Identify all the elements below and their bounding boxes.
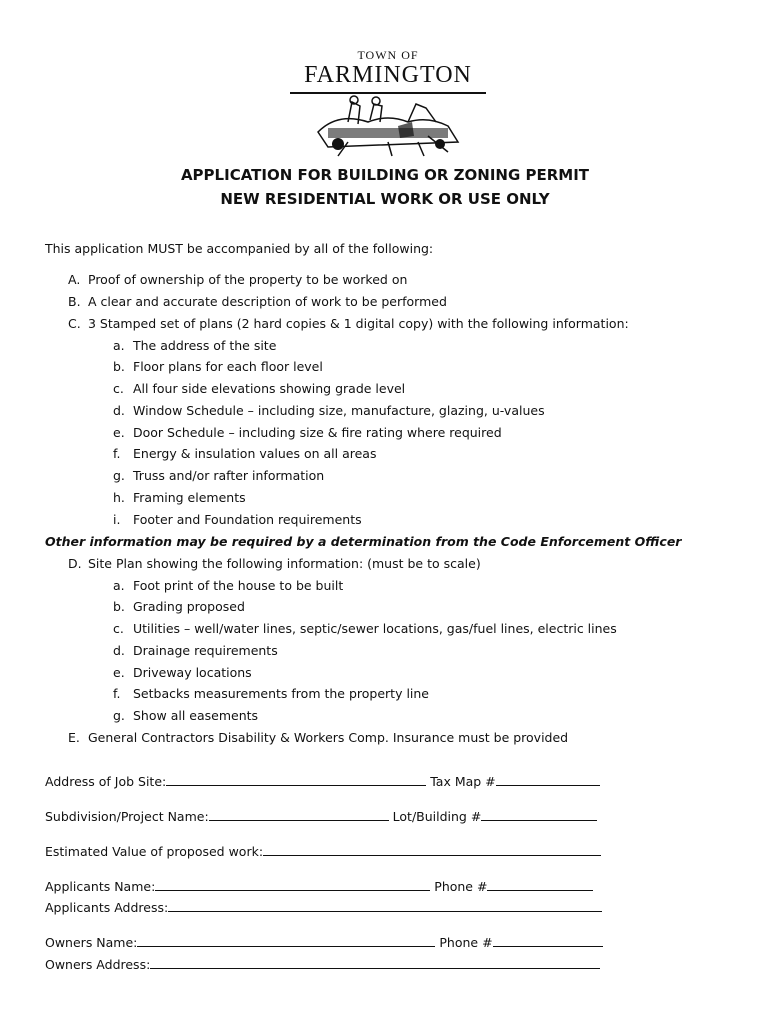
list-item-d bbox=[68, 556, 481, 571]
list-item-b bbox=[68, 294, 447, 309]
list-text: A clear and accurate description of work to be performed bbox=[88, 294, 447, 309]
applicant-address-row bbox=[45, 899, 602, 915]
list-text: Site Plan showing the following information: (must be to scale) bbox=[88, 556, 481, 571]
list-marker: C. bbox=[68, 316, 81, 331]
owner-name-row bbox=[45, 934, 603, 950]
owner-address-label: Owners Address: bbox=[45, 957, 151, 972]
job-site-input[interactable] bbox=[166, 773, 426, 786]
estimated-value-input[interactable] bbox=[263, 843, 601, 856]
list-marker: b. bbox=[113, 359, 125, 374]
list-marker: g. bbox=[113, 708, 125, 723]
estimated-value-label: Estimated Value of proposed work: bbox=[45, 844, 264, 859]
list-marker: f. bbox=[113, 446, 121, 461]
applicant-address-input[interactable] bbox=[168, 899, 602, 912]
subdivision-label: Subdivision/Project Name: bbox=[45, 809, 209, 824]
list-marker: D. bbox=[68, 556, 82, 571]
list-marker: e. bbox=[113, 425, 125, 440]
list-marker: h. bbox=[113, 490, 125, 505]
list-text: Drainage requirements bbox=[133, 643, 278, 658]
owner-address-row bbox=[45, 956, 600, 972]
list-marker: g. bbox=[113, 468, 125, 483]
owner-name-label: Owners Name: bbox=[45, 935, 138, 950]
list-item-c-b bbox=[113, 359, 323, 374]
list-item-a bbox=[68, 272, 407, 287]
list-item-c bbox=[68, 316, 629, 331]
list-text: Footer and Foundation requirements bbox=[133, 512, 362, 527]
farm-illustration-icon bbox=[308, 92, 468, 158]
owner-name-input[interactable] bbox=[137, 934, 435, 947]
list-text: The address of the site bbox=[133, 338, 277, 353]
applicant-phone-label: Phone # bbox=[434, 879, 488, 894]
list-item-d-c bbox=[113, 621, 617, 636]
list-marker: a. bbox=[113, 338, 125, 353]
list-text: Utilities – well/water lines, septic/sewer locations, gas/fuel lines, electric lines bbox=[133, 621, 617, 636]
owner-address-input[interactable] bbox=[150, 956, 600, 969]
estimated-value-row bbox=[45, 843, 601, 859]
applicant-name-label: Applicants Name: bbox=[45, 879, 156, 894]
list-item-d-a bbox=[113, 578, 343, 593]
list-item-c-f bbox=[113, 446, 376, 461]
applicant-name-row bbox=[45, 878, 593, 894]
owner-phone-input[interactable] bbox=[493, 934, 603, 947]
list-marker: B. bbox=[68, 294, 81, 309]
tax-map-label: Tax Map # bbox=[430, 774, 496, 789]
list-text: Setbacks measurements from the property line bbox=[133, 686, 430, 701]
list-marker: b. bbox=[113, 599, 125, 614]
subdivision-input[interactable] bbox=[209, 808, 389, 821]
list-marker: i. bbox=[113, 512, 121, 527]
list-text: Floor plans for each floor level bbox=[133, 359, 323, 374]
list-text: 3 Stamped set of plans (2 hard copies & 1 digital copy) with the following information: bbox=[88, 316, 629, 331]
lot-label: Lot/Building # bbox=[392, 809, 482, 824]
list-text: Door Schedule – including size & fire rating where required bbox=[133, 425, 502, 440]
list-item-d-e bbox=[113, 665, 252, 680]
list-text: Driveway locations bbox=[133, 665, 252, 680]
list-text: Foot print of the house to be built bbox=[133, 578, 344, 593]
applicant-phone-input[interactable] bbox=[487, 878, 593, 891]
list-item-c-h bbox=[113, 490, 246, 505]
intro-text: This application MUST be accompanied by all of the following: bbox=[45, 241, 434, 256]
list-marker: d. bbox=[113, 643, 125, 658]
list-item-e bbox=[68, 730, 568, 745]
list-text: Grading proposed bbox=[133, 599, 245, 614]
form-title-line2: NEW RESIDENTIAL WORK OR USE ONLY bbox=[220, 190, 550, 208]
list-item-d-b bbox=[113, 599, 245, 614]
list-item-c-e bbox=[113, 425, 502, 440]
list-marker: c. bbox=[113, 381, 124, 396]
list-item-c-a bbox=[113, 338, 276, 353]
list-text: Truss and/or rafter information bbox=[133, 468, 325, 483]
subdivision-row bbox=[45, 808, 597, 824]
list-item-d-d bbox=[113, 643, 278, 658]
list-marker: E. bbox=[68, 730, 80, 745]
list-marker: A. bbox=[68, 272, 81, 287]
list-text: Framing elements bbox=[133, 490, 246, 505]
list-marker: a. bbox=[113, 578, 125, 593]
job-site-row bbox=[45, 773, 600, 789]
town-logo bbox=[288, 48, 488, 158]
list-marker: c. bbox=[113, 621, 124, 636]
list-text: Energy & insulation values on all areas bbox=[133, 446, 377, 461]
lot-input[interactable] bbox=[481, 808, 597, 821]
list-item-c-g bbox=[113, 468, 324, 483]
job-site-label: Address of Job Site: bbox=[45, 774, 167, 789]
list-item-d-g bbox=[113, 708, 258, 723]
code-officer-note: Other information may be required by a determination from the Code Enforcement Officer bbox=[45, 534, 682, 549]
applicant-address-label: Applicants Address: bbox=[45, 900, 169, 915]
tax-map-input[interactable] bbox=[496, 773, 600, 786]
list-marker: f. bbox=[113, 686, 121, 701]
list-text: Proof of ownership of the property to be worked on bbox=[88, 272, 408, 287]
form-title-line1: APPLICATION FOR BUILDING OR ZONING PERMIT bbox=[180, 166, 590, 184]
list-item-c-c bbox=[113, 381, 405, 396]
list-text: General Contractors Disability & Workers Comp. Insurance must be provided bbox=[88, 730, 569, 745]
logo-town-name: FARMINGTON bbox=[304, 62, 472, 88]
owner-phone-label: Phone # bbox=[439, 935, 493, 950]
list-text: All four side elevations showing grade level bbox=[133, 381, 406, 396]
list-marker: d. bbox=[113, 403, 125, 418]
list-text: Show all easements bbox=[133, 708, 259, 723]
list-item-c-d bbox=[113, 403, 545, 418]
list-marker: e. bbox=[113, 665, 125, 680]
applicant-name-input[interactable] bbox=[155, 878, 430, 891]
list-text: Window Schedule – including size, manufacture, glazing, u-values bbox=[133, 403, 545, 418]
list-item-d-f bbox=[113, 686, 429, 701]
list-item-c-i bbox=[113, 512, 362, 527]
logo-top-text: TOWN OF bbox=[357, 48, 419, 62]
